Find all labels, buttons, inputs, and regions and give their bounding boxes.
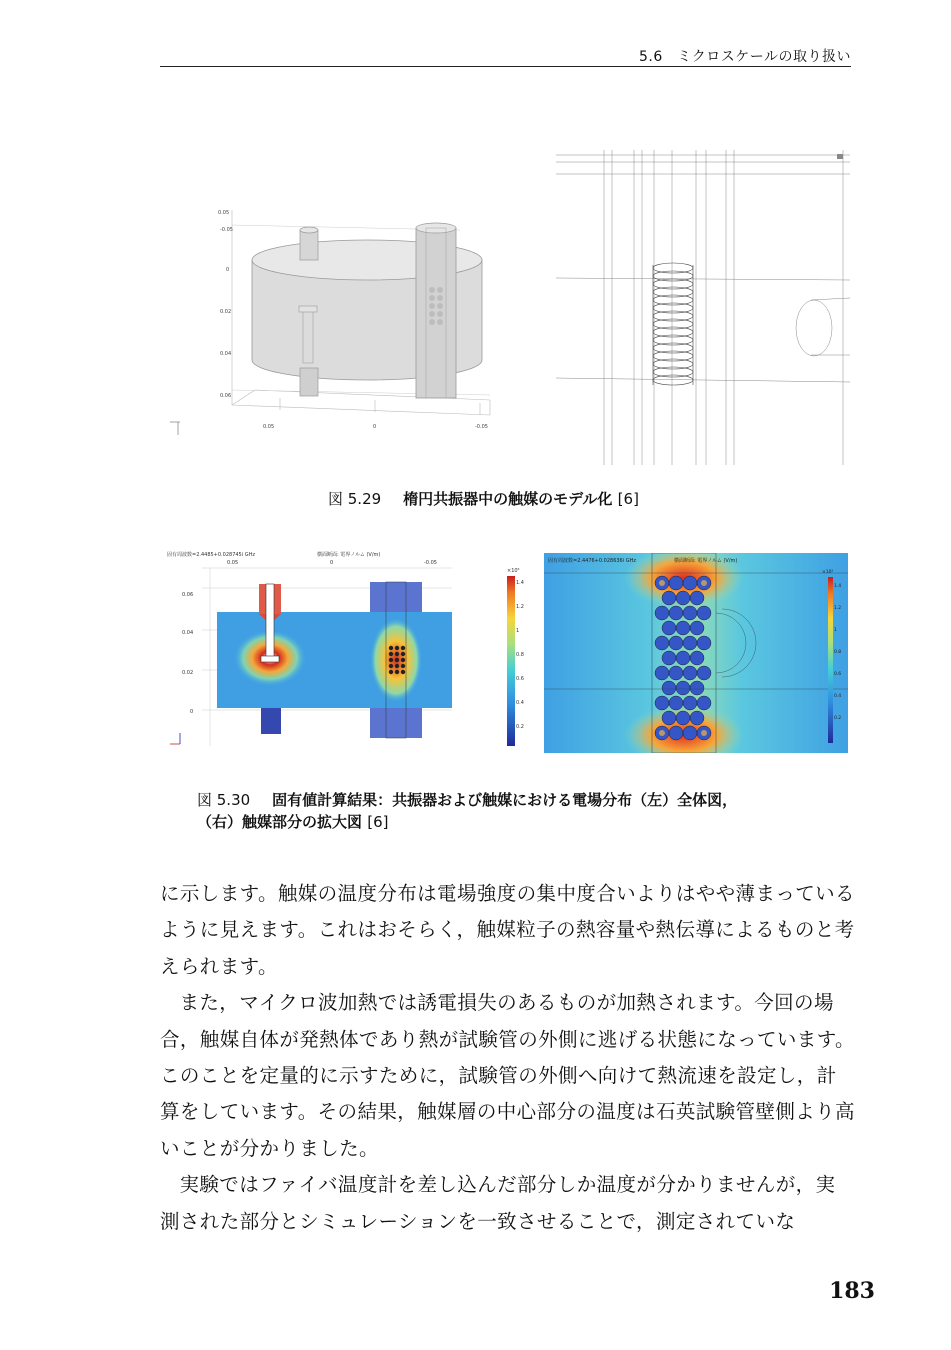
x-tick: 0.05 xyxy=(263,424,275,430)
colorbar-tick: 0.2 xyxy=(834,716,842,721)
caption-text: 楕円共振器中の触媒のモデル化 xyxy=(403,490,613,508)
running-header: 5.6 ミクロスケールの取り扱い xyxy=(639,49,851,65)
figure-5-30-left-field-plot xyxy=(162,548,522,753)
x-tick: -0.05 xyxy=(475,424,488,430)
colorbar-tick: 1.2 xyxy=(834,606,842,611)
y-tick: 0.02 xyxy=(220,309,232,315)
body-text xyxy=(160,876,855,1240)
colorbar-tick: 1 xyxy=(516,628,520,634)
colorbar-tick: 0.4 xyxy=(516,700,524,706)
colorbar-tick: 0.4 xyxy=(834,694,842,699)
freq-label: 固有周波数=2.4476+0.028636i GHz xyxy=(548,558,636,564)
surface-label: 横面断面: 電界ノルム (V/m) xyxy=(674,558,738,564)
caption-line-1: 固有値計算結果：共振器および触媒における電場分布（左）全体図， xyxy=(272,791,738,809)
figure-5-29-left-model xyxy=(160,200,505,445)
figure-5-30-right-field-plot xyxy=(544,553,848,753)
colorbar-tick: 1.2 xyxy=(516,604,524,610)
colorbar-tick: 0.6 xyxy=(516,676,524,682)
y-tick: 0.04 xyxy=(220,351,232,357)
x-tick: 0.05 xyxy=(227,560,239,566)
paragraph: また，マイクロ波加熱では誘電損失のあるものが加熱されます。今回の場合，触媒自体が発熱体であり熱が試験管の外側に逃げる状態になっています。このことを定量的に示すために，試験管の外側へ向けて熱流速を設定し，計算をしています。その結果，触媒層の中心部分の温度は石英試験管壁側より高いことが分かりました。 xyxy=(160,991,855,1160)
y-tick: 0.04 xyxy=(182,630,194,636)
header-rule xyxy=(160,66,851,67)
y-tick: 0 xyxy=(190,709,194,715)
freq-label: 固有周波数=2.4485+0.028745i GHz xyxy=(167,552,255,558)
y-tick: 0.06 xyxy=(182,592,194,598)
colorbar-tick: 0.2 xyxy=(516,724,524,730)
paragraph: 実験ではファイバ温度計を差し込んだ部分しか温度が分かりませんが，実測された部分とシミュレーションを一致させることで，測定されていな xyxy=(160,1173,836,1233)
y-tick: 0 xyxy=(226,267,230,273)
colorbar-tick: 1.4 xyxy=(516,580,524,586)
colorbar-tick: 0.8 xyxy=(516,652,524,658)
citation: [6] xyxy=(367,813,389,831)
colorbar-tick: 1.4 xyxy=(834,584,842,589)
colorbar-exponent: ×10⁵ xyxy=(507,568,520,574)
y-tick: 0.02 xyxy=(182,670,194,676)
colorbar-tick: 0.8 xyxy=(834,650,842,655)
paragraph: に示します。触媒の温度分布は電場強度の集中度合いよりはやや薄まっているように見えます。これはおそらく，触媒粒子の熱容量や熱伝導によるものと考えられます。 xyxy=(160,882,855,978)
x-tick: 0 xyxy=(373,424,377,430)
figure-5-29-caption xyxy=(328,488,639,509)
citation: [6] xyxy=(617,490,639,508)
x-tick: -0.05 xyxy=(424,560,437,566)
colorbar-exponent: ×10⁵ xyxy=(822,570,834,575)
colorbar-tick: 0.6 xyxy=(834,672,842,677)
y-tick: 0.05 xyxy=(218,210,230,216)
figure-number: 図 5.30 xyxy=(197,791,251,809)
page-number: 183 xyxy=(829,1278,875,1304)
x-tick: 0 xyxy=(330,560,334,566)
figure-5-30-left-colorbar-labels xyxy=(516,576,532,746)
caption-line-2: （右）触媒部分の拡大図 xyxy=(197,813,363,831)
figure-5-30-caption xyxy=(197,789,737,833)
figure-5-29-right-wireframe xyxy=(556,150,850,465)
figure-number: 図 5.29 xyxy=(328,490,382,508)
y-tick: 0.06 xyxy=(220,393,232,399)
colorbar-tick: 1 xyxy=(834,628,837,633)
y-tick: -0.05 xyxy=(220,227,233,233)
surface-label: 横面断面: 電界ノルム (V/m) xyxy=(317,552,381,558)
